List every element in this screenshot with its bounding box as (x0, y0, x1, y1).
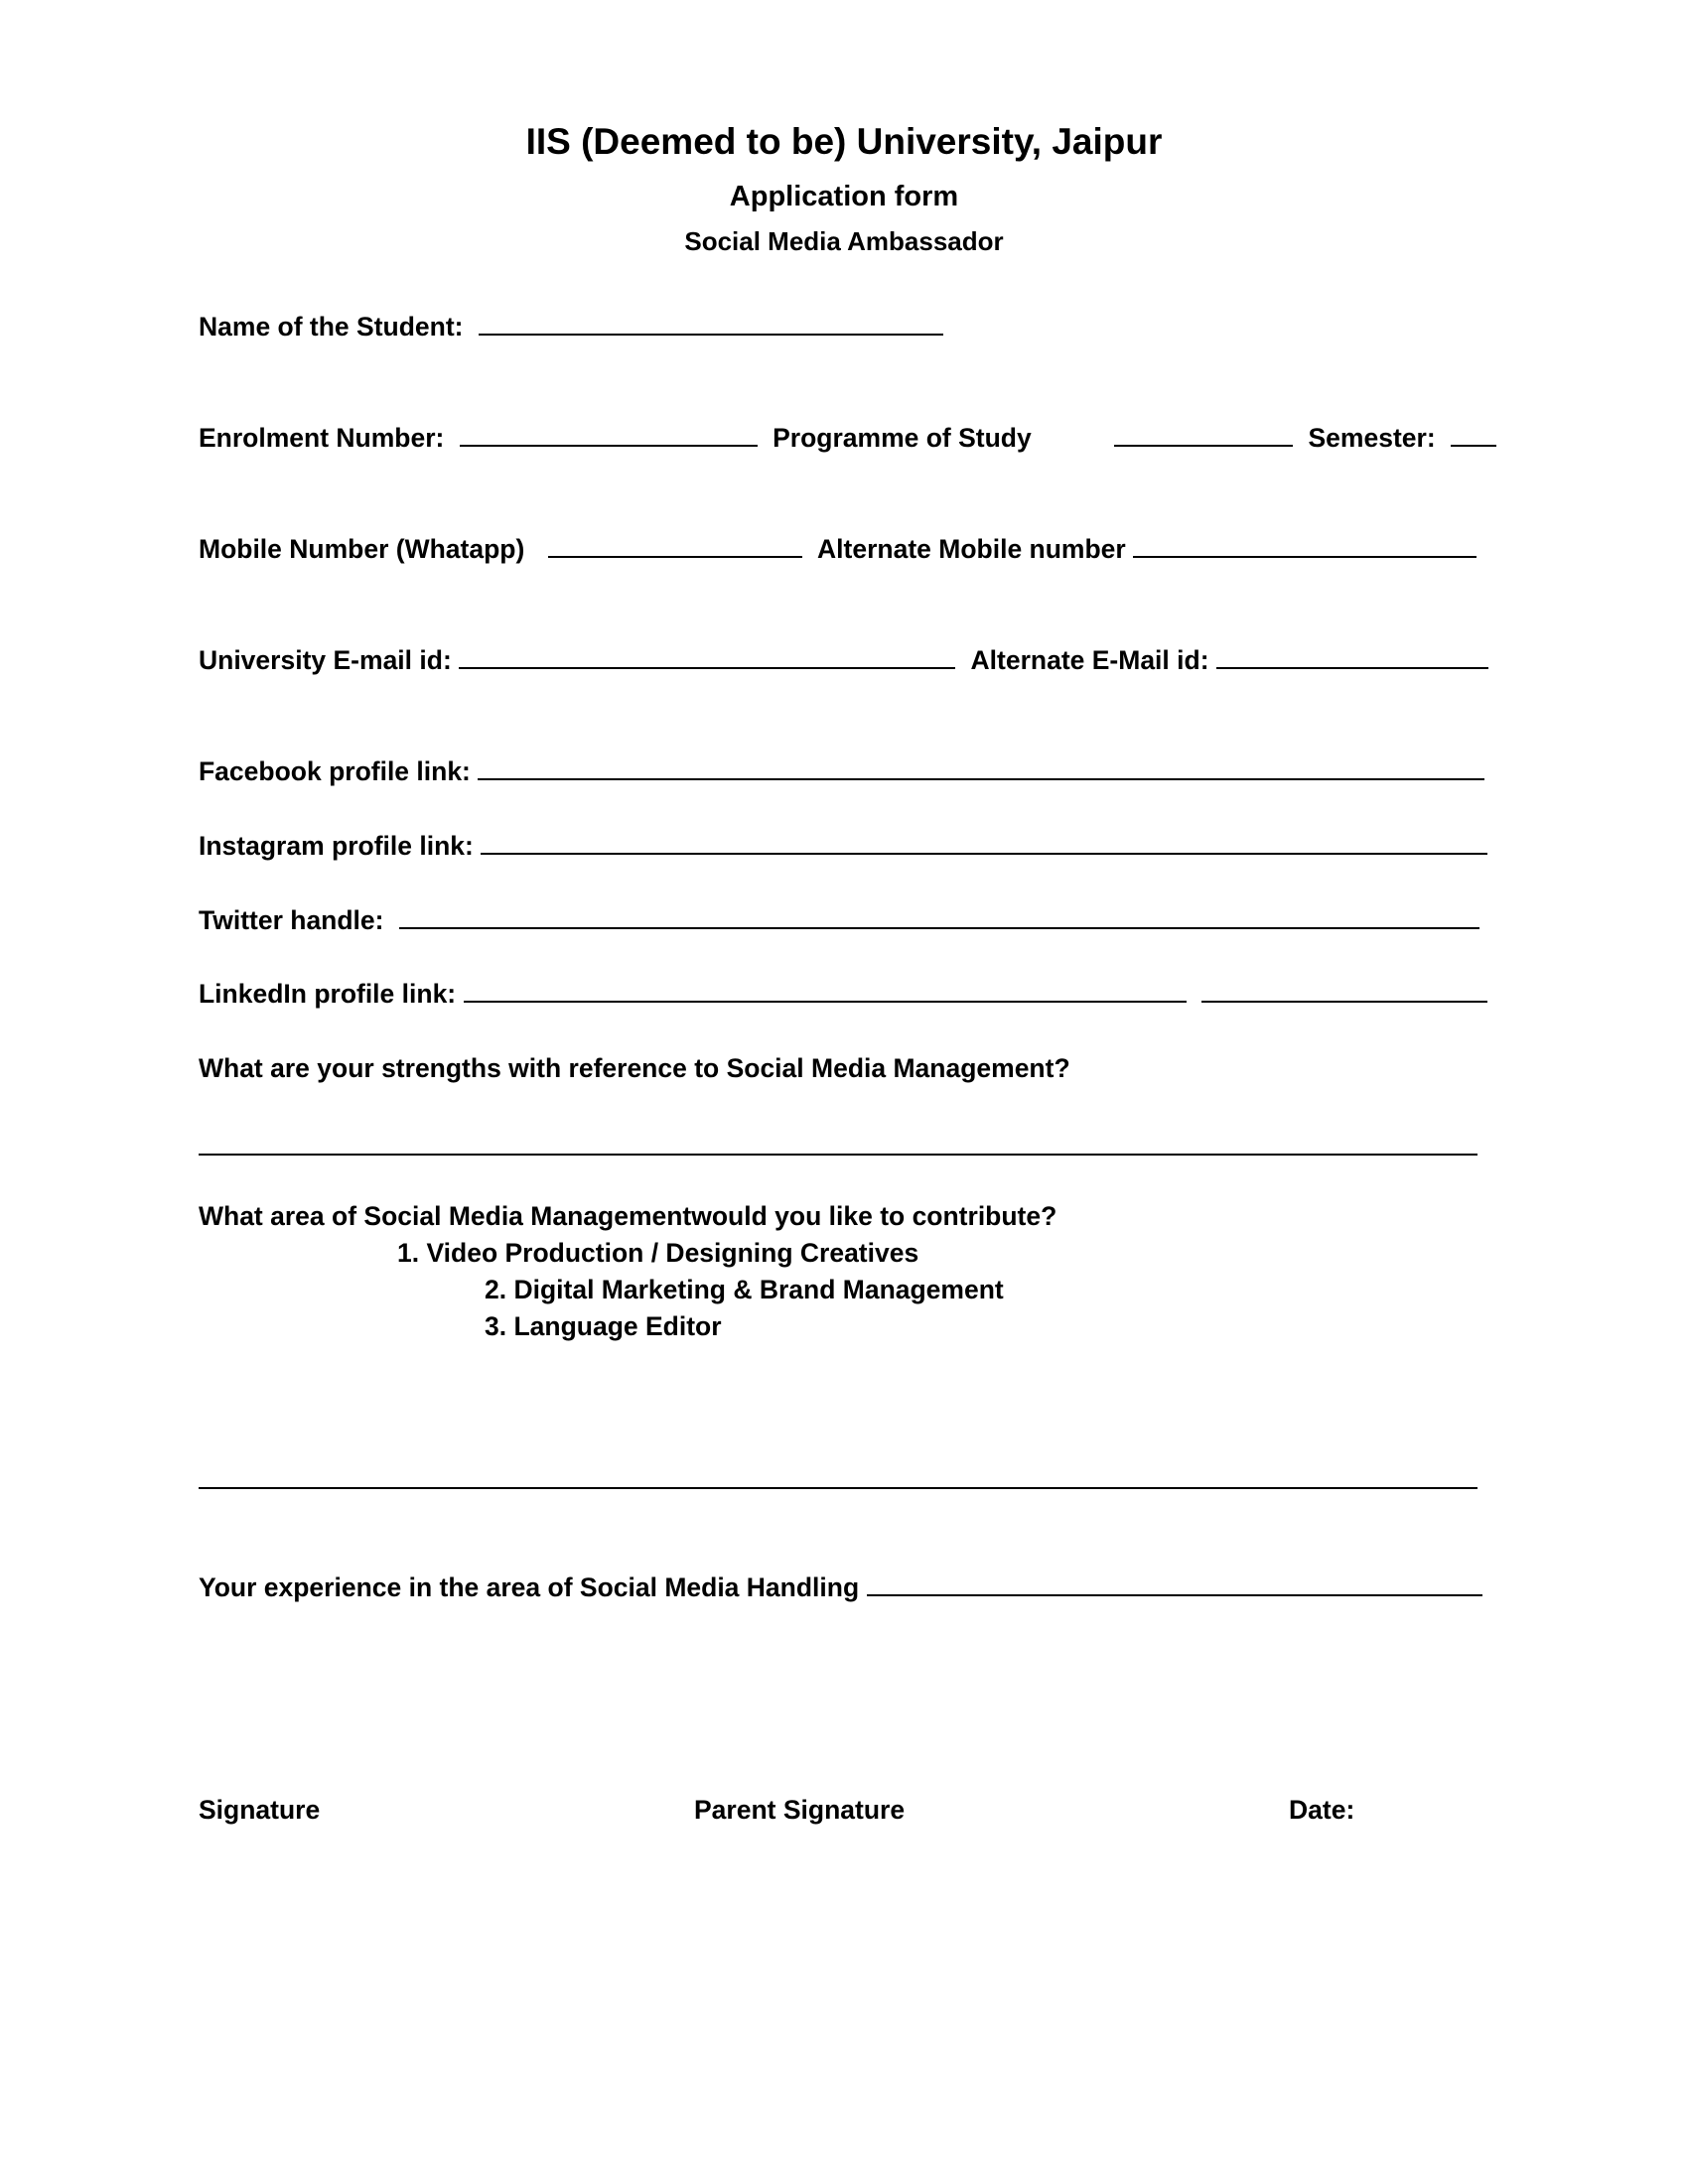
area-option-2: 2. Digital Marketing & Brand Management (485, 1275, 1004, 1304)
linkedin-blank-2[interactable] (1201, 977, 1487, 1003)
strengths-answer-line[interactable] (199, 1154, 1477, 1156)
form-subtitle: Application form (729, 181, 959, 212)
instagram-blank[interactable] (481, 829, 1487, 855)
experience-blank[interactable] (867, 1570, 1482, 1596)
strengths-question: What are your strengths with reference to Social Media Management? (199, 1053, 1070, 1083)
twitter-label: Twitter handle: (199, 905, 384, 935)
parent-signature-label: Parent Signature (694, 1795, 906, 1825)
experience-row (199, 1570, 1482, 1604)
student-name-blank[interactable] (479, 310, 943, 336)
email-row (199, 643, 1488, 677)
programme-of-study-label: Programme of Study (773, 423, 1032, 453)
date-label: Date: (1289, 1795, 1355, 1825)
university-title: IIS (Deemed to be) University, Jaipur (525, 121, 1163, 162)
linkedin-row (199, 977, 1487, 1011)
area-answer-line[interactable] (199, 1487, 1477, 1489)
mobile-number-label: Mobile Number (Whatapp) (199, 534, 525, 564)
signature-label: Signature (199, 1795, 321, 1825)
mobile-number-blank[interactable] (548, 532, 802, 558)
university-email-label: University E-mail id: (199, 645, 452, 675)
university-email-blank[interactable] (459, 643, 955, 669)
instagram-row (199, 829, 1487, 863)
alternate-mobile-label: Alternate Mobile number (817, 534, 1126, 564)
experience-label: Your experience in the area of Social Media Handling (199, 1572, 860, 1602)
area-option-1: 1. Video Production / Designing Creatives (397, 1238, 919, 1268)
alternate-email-blank[interactable] (1216, 643, 1488, 669)
enrolment-row (199, 421, 1496, 455)
facebook-row (199, 754, 1484, 788)
facebook-blank[interactable] (478, 754, 1484, 780)
alternate-email-label: Alternate E-Mail id: (970, 645, 1209, 675)
twitter-blank[interactable] (399, 903, 1479, 929)
student-name-row (199, 310, 943, 343)
area-question: What area of Social Media Managementwould you like to contribute? (199, 1201, 1057, 1231)
area-option-3: 3. Language Editor (485, 1311, 722, 1341)
twitter-row (199, 903, 1479, 937)
enrolment-number-label: Enrolment Number: (199, 423, 445, 453)
linkedin-blank[interactable] (464, 977, 1187, 1003)
programme-of-study-blank[interactable] (1114, 421, 1293, 447)
mobile-row (199, 532, 1477, 566)
enrolment-number-blank[interactable] (460, 421, 758, 447)
student-name-label: Name of the Student: (199, 312, 464, 341)
alternate-mobile-blank[interactable] (1133, 532, 1477, 558)
facebook-label: Facebook profile link: (199, 756, 471, 786)
instagram-label: Instagram profile link: (199, 831, 474, 861)
position-title: Social Media Ambassador (684, 226, 1004, 256)
linkedin-label: LinkedIn profile link: (199, 979, 457, 1009)
semester-label: Semester: (1308, 423, 1436, 453)
semester-blank[interactable] (1451, 421, 1496, 447)
